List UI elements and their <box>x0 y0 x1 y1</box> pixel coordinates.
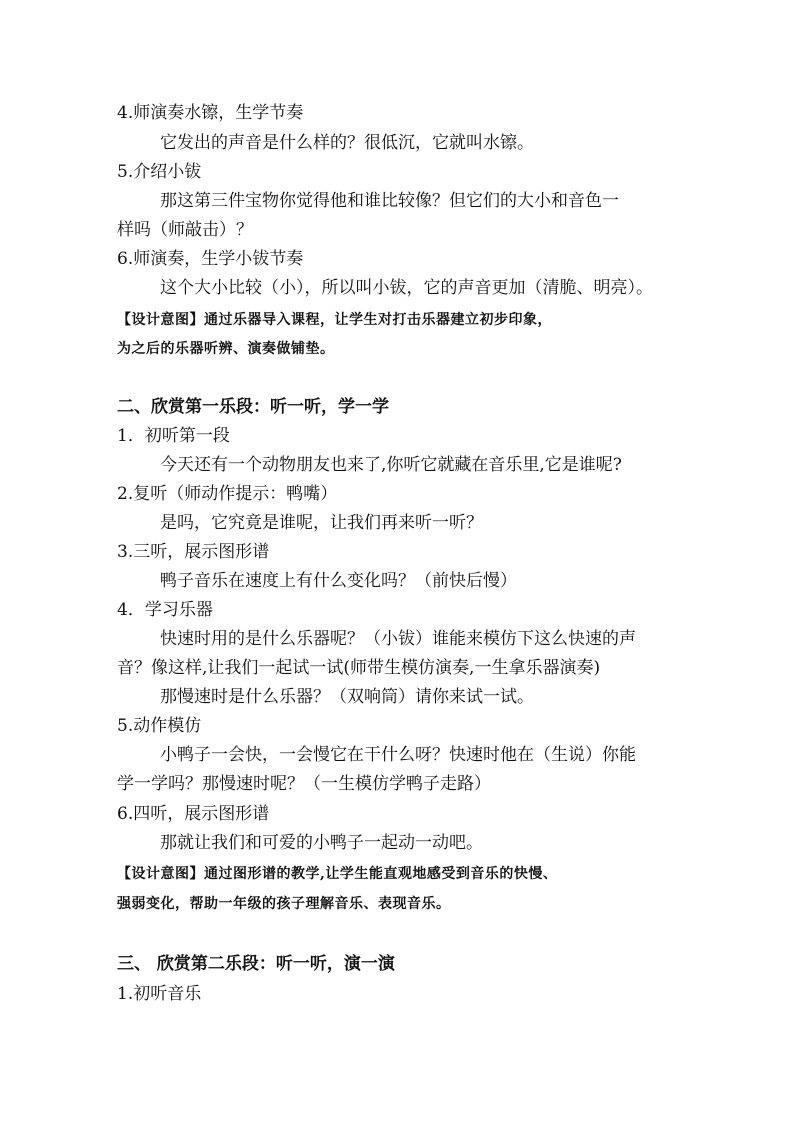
s2-item6-title: 6.四听，展示图形谱 <box>117 804 270 824</box>
s2-item5-body-line1: 小鸭子一会快，一会慢它在干什么呀？快速时他在（生说）你能 <box>160 745 636 765</box>
s2-item1-body: 今天还有一个动物朋友也来了,你听它就藏在音乐里,它是谁呢? <box>160 455 622 475</box>
s2-item4-body-line3: 那慢速时是什么乐器？（双响筒）请你来试一试。 <box>160 687 534 707</box>
s2-design-note-line1: 【设计意图】通过图形谱的教学,让学生能直观地感受到音乐的快慢、 <box>117 866 558 882</box>
s1-design-note-line1: 【设计意图】通过乐器导入课程，让学生对打击乐器建立初步印象， <box>117 312 552 328</box>
s2-item4-body-line2: 音？像这样,让我们一起试一试(师带生模仿演奏,一生拿乐器演奏) <box>117 658 601 678</box>
s2-item4-title: 4．学习乐器 <box>117 600 213 620</box>
s1-item5-body-line1: 那这第三件宝物你觉得他和谁比较像？但它们的大小和音色一 <box>160 191 619 211</box>
s2-item2-title: 2.复听（师动作提示：鸭嘴） <box>117 484 338 504</box>
s1-item4-body: 它发出的声音是什么样的？很低沉，它就叫水镲。 <box>160 133 534 153</box>
s1-item6-title: 6.师演奏，生学小钹节奏 <box>117 249 304 269</box>
s2-item1-title: 1．初听第一段 <box>117 426 230 446</box>
s2-item3-body: 鸭子音乐在速度上有什么变化吗？（前快后慢） <box>160 571 517 591</box>
s2-item4-body-line1: 快速时用的是什么乐器呢？（小钹）谁能来模仿下这么快速的声 <box>160 629 636 649</box>
s2-item2-body: 是吗，它究竟是谁呢，让我们再来听一听？ <box>160 513 483 533</box>
s1-design-note-line2: 为之后的乐器听辨、演奏做铺垫。 <box>117 341 335 357</box>
s2-item6-body: 那就让我们和可爱的小鸭子一起动一动吧。 <box>160 833 483 853</box>
s2-item5-title: 5.动作模仿 <box>117 716 202 736</box>
s1-item5-title: 5.介绍小钹 <box>117 162 202 182</box>
s1-item6-body: 这个大小比较（小），所以叫小钹，它的声音更加（清脆、明亮）。 <box>160 278 653 298</box>
s2-item3-title: 3.三听，展示图形谱 <box>117 542 270 562</box>
s1-item4-title: 4.师演奏水镲，生学节奏 <box>117 103 304 123</box>
s3-heading: 三、 欣赏第二乐段：听一听，演一演 <box>117 954 395 974</box>
s2-design-note-line2: 强弱变化，帮助一年级的孩子理解音乐、表现音乐。 <box>117 896 451 912</box>
s3-item1-title: 1.初听音乐 <box>117 984 202 1004</box>
s2-item5-body-line2: 学一学吗？那慢速时呢？（一生模仿学鸭子走路） <box>117 774 491 794</box>
s2-heading: 二、欣赏第一乐段：听一听，学一学 <box>117 397 389 417</box>
s1-item5-body-line2: 样吗（师敲击）？ <box>117 220 253 240</box>
